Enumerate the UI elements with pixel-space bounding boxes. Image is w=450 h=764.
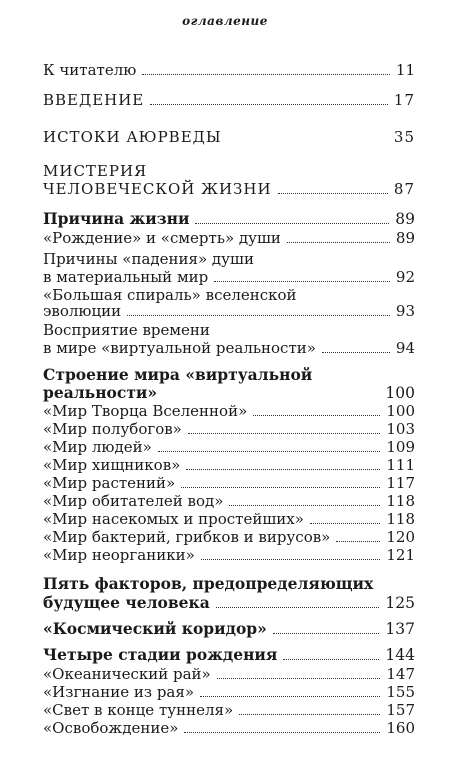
toc-entry-page: 121 — [386, 546, 415, 564]
toc-entry-label: «Мир неорганики» — [43, 546, 195, 564]
dot-leader — [229, 505, 380, 506]
toc-entry-label: в материальный мир — [43, 268, 209, 286]
toc-entry-page: 118 — [386, 492, 415, 510]
toc-entry-label: К читателю — [43, 61, 137, 79]
dot-leader — [310, 523, 380, 524]
toc-entry — [43, 474, 415, 492]
toc-entry — [43, 339, 415, 357]
toc-entry — [43, 268, 415, 286]
toc-entry-page: 125 — [385, 594, 415, 612]
toc-entry-label: ИСТОКИ АЮРВЕДЫ — [43, 128, 222, 146]
toc-entry-label: «Освобождение» — [43, 719, 179, 737]
toc-entry-page: 92 — [395, 268, 415, 286]
toc-entry-page: 144 — [385, 646, 415, 664]
dot-leader — [278, 193, 388, 194]
toc-entry-page: 11 — [395, 61, 415, 79]
dot-leader — [127, 315, 390, 316]
toc-entry — [43, 594, 415, 612]
dot-leader — [214, 281, 390, 282]
toc-entry-label: «Мир полубогов» — [43, 420, 182, 438]
dot-leader — [239, 714, 380, 715]
toc-entry-page: 89 — [395, 210, 415, 228]
dot-leader — [150, 104, 388, 105]
dot-leader — [195, 223, 389, 224]
toc-entry-label: «Свет в конце туннеля» — [43, 701, 234, 719]
toc-entry — [43, 384, 415, 402]
toc-entry-label: в мире «виртуальной реальности» — [43, 339, 316, 357]
toc-entry-label: «Рождение» и «смерть» души — [43, 229, 281, 247]
toc-entry — [43, 510, 415, 528]
toc-entry-label: Причина жизни — [43, 209, 190, 228]
toc-entry-page: 17 — [393, 91, 415, 109]
toc-entry-page: 109 — [386, 438, 415, 456]
toc-entry-page: 120 — [386, 528, 415, 546]
toc-entry-label: реальности» — [43, 383, 158, 402]
page-header: оглавление — [182, 14, 268, 28]
dot-leader — [163, 397, 379, 398]
toc-entry — [43, 528, 415, 546]
toc-entry-page: 137 — [385, 620, 415, 638]
toc-entry-page: 117 — [386, 474, 415, 492]
toc-entry — [43, 420, 415, 438]
toc-entry — [43, 210, 415, 228]
toc-entry-page: 87 — [393, 180, 415, 198]
toc-entry — [43, 719, 415, 737]
toc-entry-page: 155 — [386, 683, 415, 701]
toc-entry-page: 157 — [386, 701, 415, 719]
toc-entry-line: Пять факторов, предопределяющих — [43, 574, 374, 593]
dot-leader — [200, 696, 380, 697]
dot-leader — [216, 607, 380, 608]
dot-leader — [158, 451, 381, 452]
dot-leader — [336, 541, 380, 542]
toc-entry — [43, 546, 415, 564]
toc-entry-label: «Мир насекомых и простейших» — [43, 510, 304, 528]
toc-entry — [43, 180, 415, 198]
toc-entry-page: 94 — [395, 339, 415, 357]
dot-leader — [287, 242, 390, 243]
toc-entry-line: «Большая спираль» вселенской — [43, 286, 297, 304]
toc-entry-line: Причины «падения» души — [43, 250, 254, 268]
toc-entry-label: эволюции — [43, 302, 122, 320]
toc-entry-line: Строение мира «виртуальной — [43, 365, 313, 384]
toc-entry-label: «Мир Творца Вселенной» — [43, 402, 248, 420]
toc-entry-label: «Космический коридор» — [43, 619, 267, 638]
toc-entry — [43, 665, 415, 683]
dot-leader — [253, 415, 380, 416]
dot-leader — [228, 141, 388, 142]
dot-leader — [188, 433, 380, 434]
dot-leader — [184, 732, 380, 733]
toc-entry — [43, 701, 415, 719]
toc-entry-label: «Мир растений» — [43, 474, 176, 492]
dot-leader — [181, 487, 380, 488]
toc-entry-label: ЧЕЛОВЕЧЕСКОЙ ЖИЗНИ — [43, 180, 272, 198]
dot-leader — [217, 678, 381, 679]
toc-entry-page: 35 — [393, 128, 415, 146]
dot-leader — [142, 74, 390, 75]
toc-entry-label: «Мир людей» — [43, 438, 152, 456]
toc-entry-page: 89 — [395, 229, 415, 247]
dot-leader — [201, 559, 381, 560]
dot-leader — [186, 469, 380, 470]
toc-entry-label: «Мир бактерий, грибков и вирусов» — [43, 528, 331, 546]
toc-entry — [43, 128, 415, 146]
toc-entry-page: 147 — [386, 665, 415, 683]
toc-entry-page: 100 — [386, 402, 415, 420]
toc-entry-page: 93 — [395, 302, 415, 320]
dot-leader — [322, 352, 390, 353]
toc-entry — [43, 492, 415, 510]
toc-entry-page: 118 — [386, 510, 415, 528]
toc-entry — [43, 402, 415, 420]
toc-entry-label: Четыре стадии рождения — [43, 645, 278, 664]
toc-entry — [43, 229, 415, 247]
dot-leader — [273, 633, 380, 634]
toc-entry — [43, 302, 415, 320]
toc-entry — [43, 646, 415, 664]
toc-entry-label: будущее человека — [43, 593, 210, 612]
toc-entry-page: 160 — [386, 719, 415, 737]
toc-entry — [43, 438, 415, 456]
toc-entry-label: «Мир хищников» — [43, 456, 181, 474]
toc-entry-page: 103 — [386, 420, 415, 438]
toc-entry-line: МИСТЕРИЯ — [43, 162, 148, 180]
toc-entry — [43, 91, 415, 109]
toc-entry-label: «Океанический рай» — [43, 665, 211, 683]
toc-entry — [43, 61, 415, 79]
toc-entry-label: «Мир обитателей вод» — [43, 492, 224, 510]
toc-entry-line: Восприятие времени — [43, 321, 210, 339]
toc-entry — [43, 683, 415, 701]
toc-entry — [43, 620, 415, 638]
toc-entry-page: 100 — [385, 384, 415, 402]
toc-entry-page: 111 — [386, 456, 415, 474]
toc-entry-label: ВВЕДЕНИЕ — [43, 91, 145, 109]
dot-leader — [283, 659, 379, 660]
toc-entry — [43, 456, 415, 474]
toc-entry-label: «Изгнание из рая» — [43, 683, 195, 701]
